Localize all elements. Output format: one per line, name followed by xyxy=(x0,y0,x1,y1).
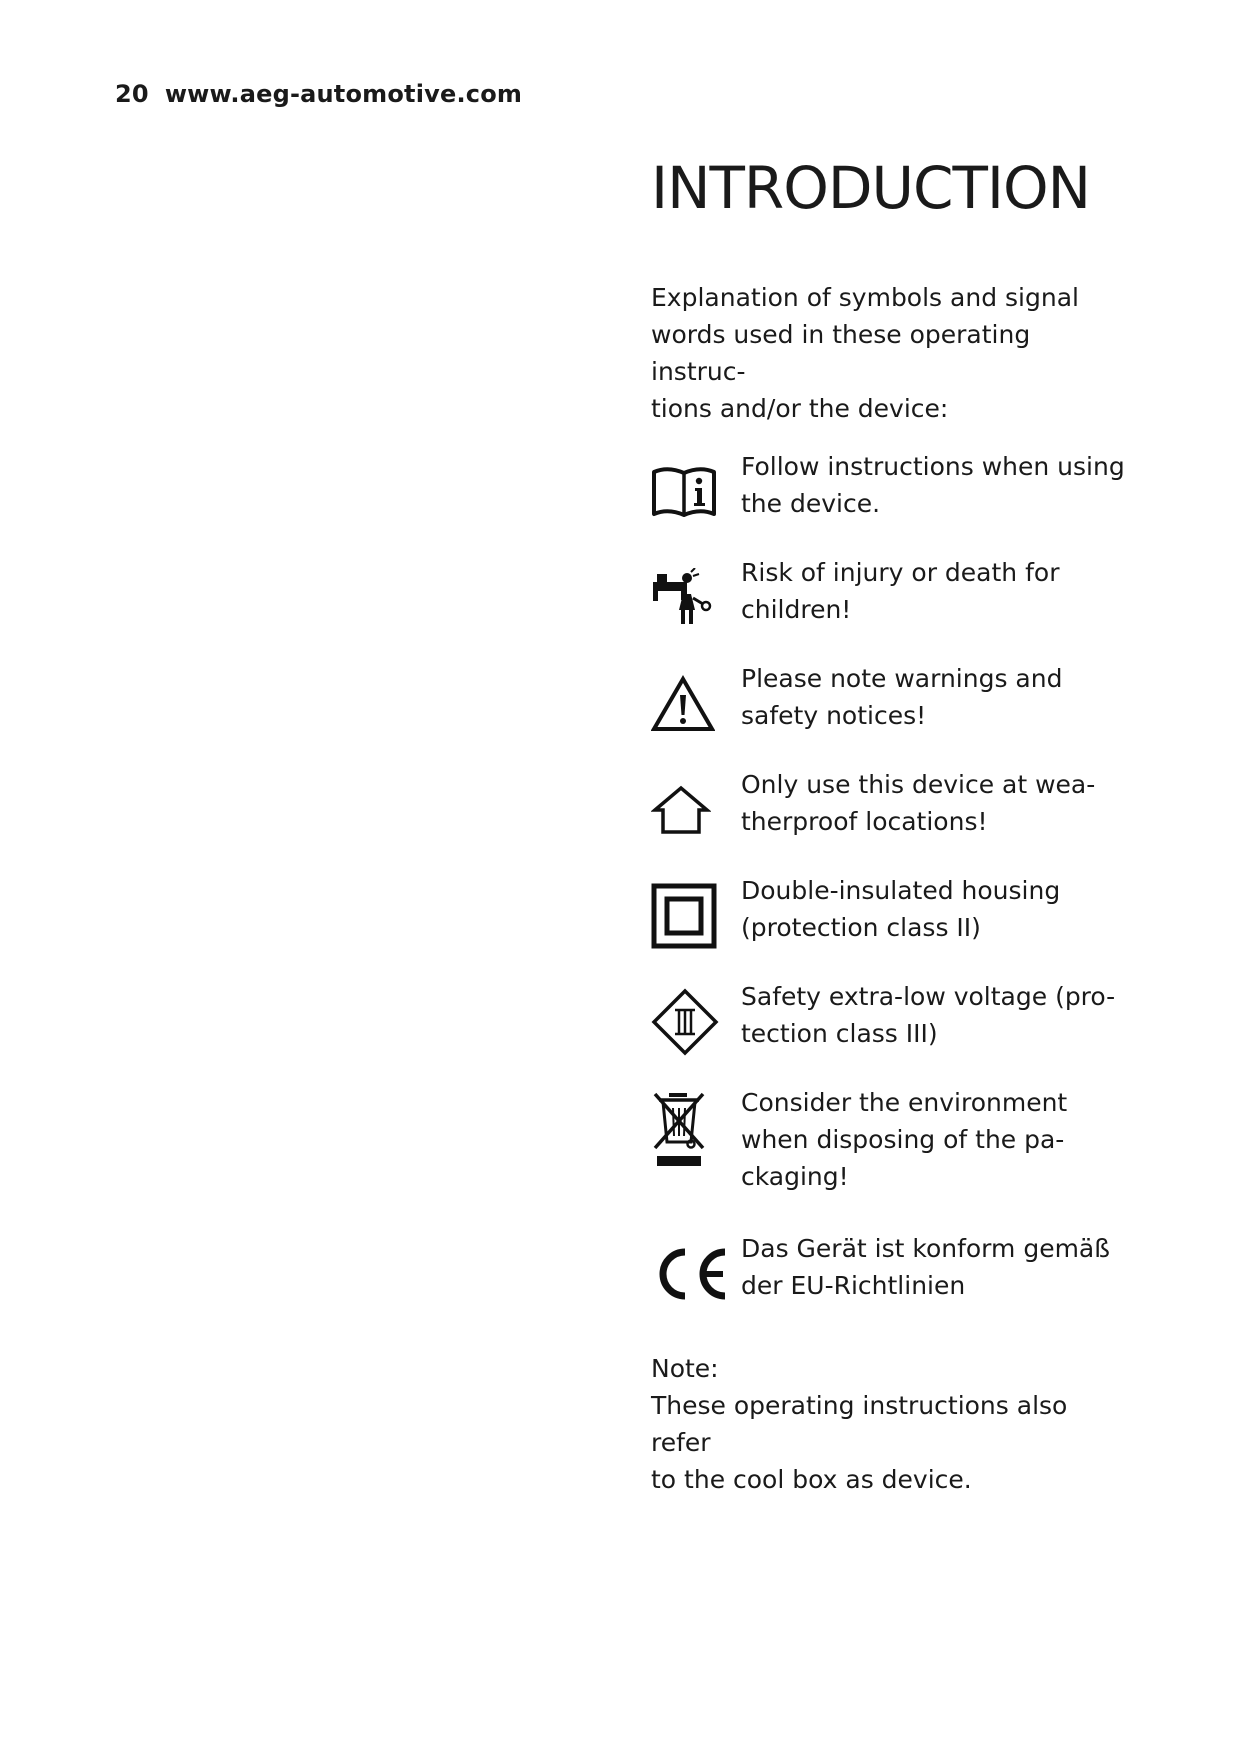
book-info-icon xyxy=(651,452,741,532)
crossed-bin-icon xyxy=(651,1088,741,1172)
website-url[interactable]: www.aeg-automotive.com xyxy=(164,80,523,108)
double-square-icon xyxy=(651,876,741,956)
symbol-item xyxy=(651,660,1131,766)
introduction-section xyxy=(651,150,1131,1498)
page-title: INTRODUCTION xyxy=(651,154,1091,222)
protection-class-iii-icon xyxy=(651,982,741,1062)
symbol-item xyxy=(651,766,1131,872)
symbol-item xyxy=(651,1230,1131,1336)
symbol-description: Risk of injury or death for children! xyxy=(741,558,1060,624)
symbol-description: Safety extra-low voltage (pro- tection class III) xyxy=(741,982,1116,1048)
house-icon xyxy=(651,770,741,850)
symbol-description: Follow instructions when using the device. xyxy=(741,452,1125,518)
child-danger-icon xyxy=(651,558,741,638)
symbol-item xyxy=(651,1084,1131,1230)
symbol-item xyxy=(651,448,1131,554)
symbol-item xyxy=(651,978,1131,1084)
intro-paragraph: Explanation of symbols and signal words used in these operating instruc- tions and/or the device: xyxy=(651,283,1079,423)
note-text: These operating instructions also refer to the cool box as device. xyxy=(651,1391,1068,1494)
page-header xyxy=(115,80,522,108)
symbol-description: Consider the environment when disposing of the pa- ckaging! xyxy=(741,1088,1068,1191)
ce-mark-icon xyxy=(651,1234,741,1314)
warning-triangle-icon xyxy=(651,664,741,744)
note-block xyxy=(651,1350,1131,1498)
note-label: Note: xyxy=(651,1354,719,1383)
symbol-item xyxy=(651,872,1131,978)
symbol-description: Das Gerät ist konform gemäß der EU-Richtlinien xyxy=(741,1234,1110,1300)
page-number: 20 xyxy=(115,80,149,108)
symbol-description: Double-insulated housing (protection class II) xyxy=(741,876,1061,942)
symbol-item xyxy=(651,554,1131,660)
symbol-description: Please note warnings and safety notices! xyxy=(741,664,1063,730)
symbol-description: Only use this device at wea- therproof locations! xyxy=(741,770,1096,836)
symbol-list xyxy=(651,448,1131,1336)
